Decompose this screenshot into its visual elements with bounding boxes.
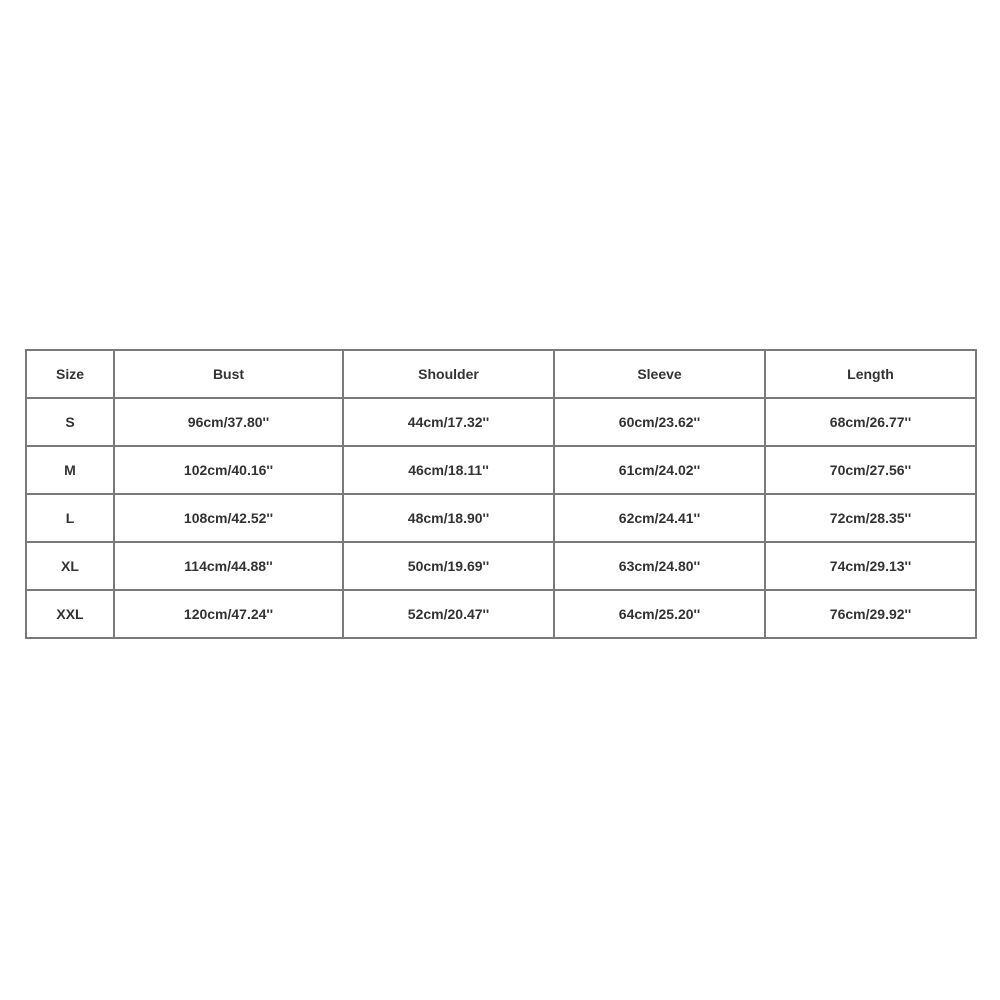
cell-size: S [26,398,114,446]
table-row [26,542,976,590]
cell-length: 74cm/29.13'' [765,542,976,590]
table-row [26,398,976,446]
size-chart-body [26,398,976,638]
header-shoulder: Shoulder [343,350,554,398]
cell-size: L [26,494,114,542]
cell-sleeve: 61cm/24.02'' [554,446,765,494]
cell-length: 72cm/28.35'' [765,494,976,542]
size-chart-header [26,350,976,398]
header-bust: Bust [114,350,343,398]
cell-bust: 108cm/42.52'' [114,494,343,542]
header-length: Length [765,350,976,398]
table-row [26,446,976,494]
cell-size: XL [26,542,114,590]
cell-shoulder: 52cm/20.47'' [343,590,554,638]
cell-length: 76cm/29.92'' [765,590,976,638]
header-row [26,350,976,398]
cell-bust: 102cm/40.16'' [114,446,343,494]
cell-size: XXL [26,590,114,638]
cell-shoulder: 44cm/17.32'' [343,398,554,446]
cell-shoulder: 46cm/18.11'' [343,446,554,494]
cell-sleeve: 63cm/24.80'' [554,542,765,590]
table-row [26,494,976,542]
header-size: Size [26,350,114,398]
cell-shoulder: 48cm/18.90'' [343,494,554,542]
cell-length: 68cm/26.77'' [765,398,976,446]
cell-length: 70cm/27.56'' [765,446,976,494]
cell-bust: 120cm/47.24'' [114,590,343,638]
cell-bust: 114cm/44.88'' [114,542,343,590]
cell-shoulder: 50cm/19.69'' [343,542,554,590]
cell-size: M [26,446,114,494]
cell-sleeve: 60cm/23.62'' [554,398,765,446]
header-sleeve: Sleeve [554,350,765,398]
cell-sleeve: 62cm/24.41'' [554,494,765,542]
cell-bust: 96cm/37.80'' [114,398,343,446]
cell-sleeve: 64cm/25.20'' [554,590,765,638]
table-row [26,590,976,638]
size-chart-table [25,349,977,639]
